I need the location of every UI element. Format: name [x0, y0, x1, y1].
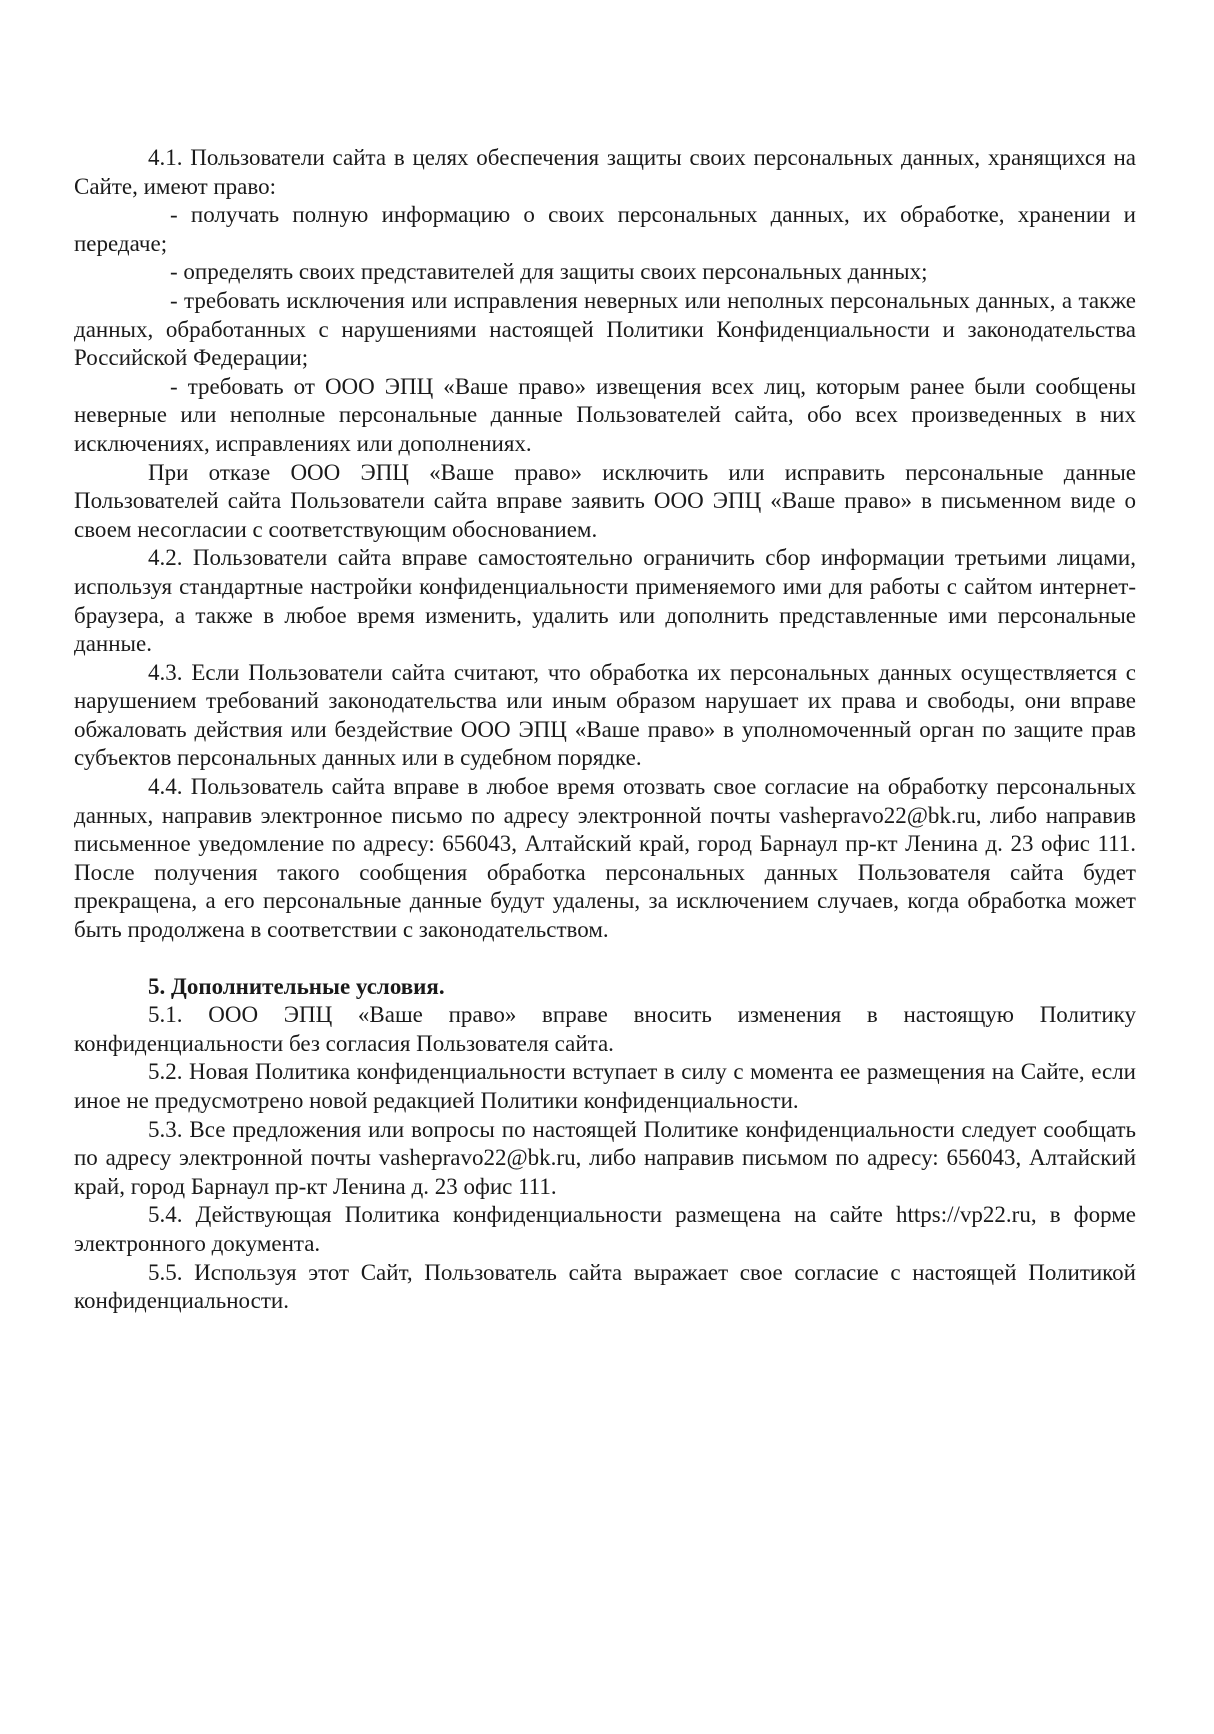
- paragraph-5-4: 5.4. Действующая Политика конфиденциальности размещена на сайте https://vp22.ru, в форме электронного документа.: [74, 1202, 1136, 1256]
- paragraph-4-3: 4.3. Если Пользователи сайта считают, что обработка их персональных данных осуществляется с нарушением требований законодательства или иным образом нарушает их права и свободы, они вправе обжаловать действия или бездействие ООО ЭПЦ «Ваше право» в уполномоченный орган по защите прав субъектов персональных данных или в судебном порядке.: [74, 659, 1136, 771]
- paragraph-5-1: 5.1. ООО ЭПЦ «Ваше право» вправе вносить изменения в настоящую Политику конфиденциальности без согласия Пользователя сайта.: [74, 1002, 1136, 1056]
- paragraph-5-3: 5.3. Все предложения или вопросы по настоящей Политике конфиденциальности следует сообщать по адресу электронной почты vashepravo22@bk.ru, либо направив письмом по адресу: 656043, Алтайский край, город Барнаул пр-кт Ленина д. 23 офис 111.: [74, 1116, 1136, 1199]
- section-gap: [74, 945, 1136, 973]
- paragraph-4-4: 4.4. Пользователь сайта вправе в любое время отозвать свое согласие на обработку персональных данных, направив электронное письмо по адресу электронной почты vashepravo22@bk.ru, либо направив письменное уведомление по адресу: 656043, Алтайский край, город Барнаул пр-кт Ленина д. 23 офис 111. После получения такого сообщения обработка персональных данных Пользователя сайта будет прекращена, а его персональные данные будут удалены, за исключением случаев, когда обработка может быть продолжена в соответствии с законодательством.: [74, 774, 1136, 943]
- paragraph-refusal: При отказе ООО ЭПЦ «Ваше право» исключить или исправить персональные данные Пользователей сайта Пользователи сайта вправе заявить ООО ЭПЦ «Ваше право» в письменном виде о своем несогласии с соответствующим обоснованием.: [74, 459, 1136, 542]
- paragraph-4-1: 4.1. Пользователи сайта в целях обеспечения защиты своих персональных данных, хранящихся на Сайте, имеют право:: [74, 145, 1136, 199]
- paragraph-5-5: 5.5. Используя этот Сайт, Пользователь сайта выражает свое согласие с настоящей Политикой конфиденциальности.: [74, 1259, 1136, 1314]
- section-5-heading: 5. Дополнительные условия.: [148, 973, 445, 999]
- right-item-representatives: - определять своих представителей для защиты своих персональных данных;: [170, 259, 928, 285]
- paragraph-5-2: 5.2. Новая Политика конфиденциальности вступает в силу с момента ее размещения на Сайте, если иное не предусмотрено новой редакцией Политики конфиденциальности.: [74, 1059, 1136, 1113]
- paragraph-4-2: 4.2. Пользователи сайта вправе самостоятельно ограничить сбор информации третьими лицами, используя стандартные настройки конфиденциальности применяемого ими для работы с сайтом интернет-браузера, а также в любое время изменить, удалить или дополнить представленные ими персональные данные.: [74, 545, 1136, 657]
- document-body: [74, 144, 1136, 1316]
- right-item-notification: - требовать от ООО ЭПЦ «Ваше право» извещения всех лиц, которым ранее были сообщены неверные или неполные персональные данные Пользователей сайта, обо всех произведенных в них исключениях, исправлениях или дополнениях.: [74, 373, 1136, 456]
- right-item-info: - получать полную информацию о своих персональных данных, их обработке, хранении и передаче;: [74, 202, 1136, 256]
- right-item-correction: - требовать исключения или исправления неверных или неполных персональных данных, а также данных, обработанных с нарушениями настоящей Политики Конфиденциальности и законодательства Российской Федерации;: [74, 287, 1136, 371]
